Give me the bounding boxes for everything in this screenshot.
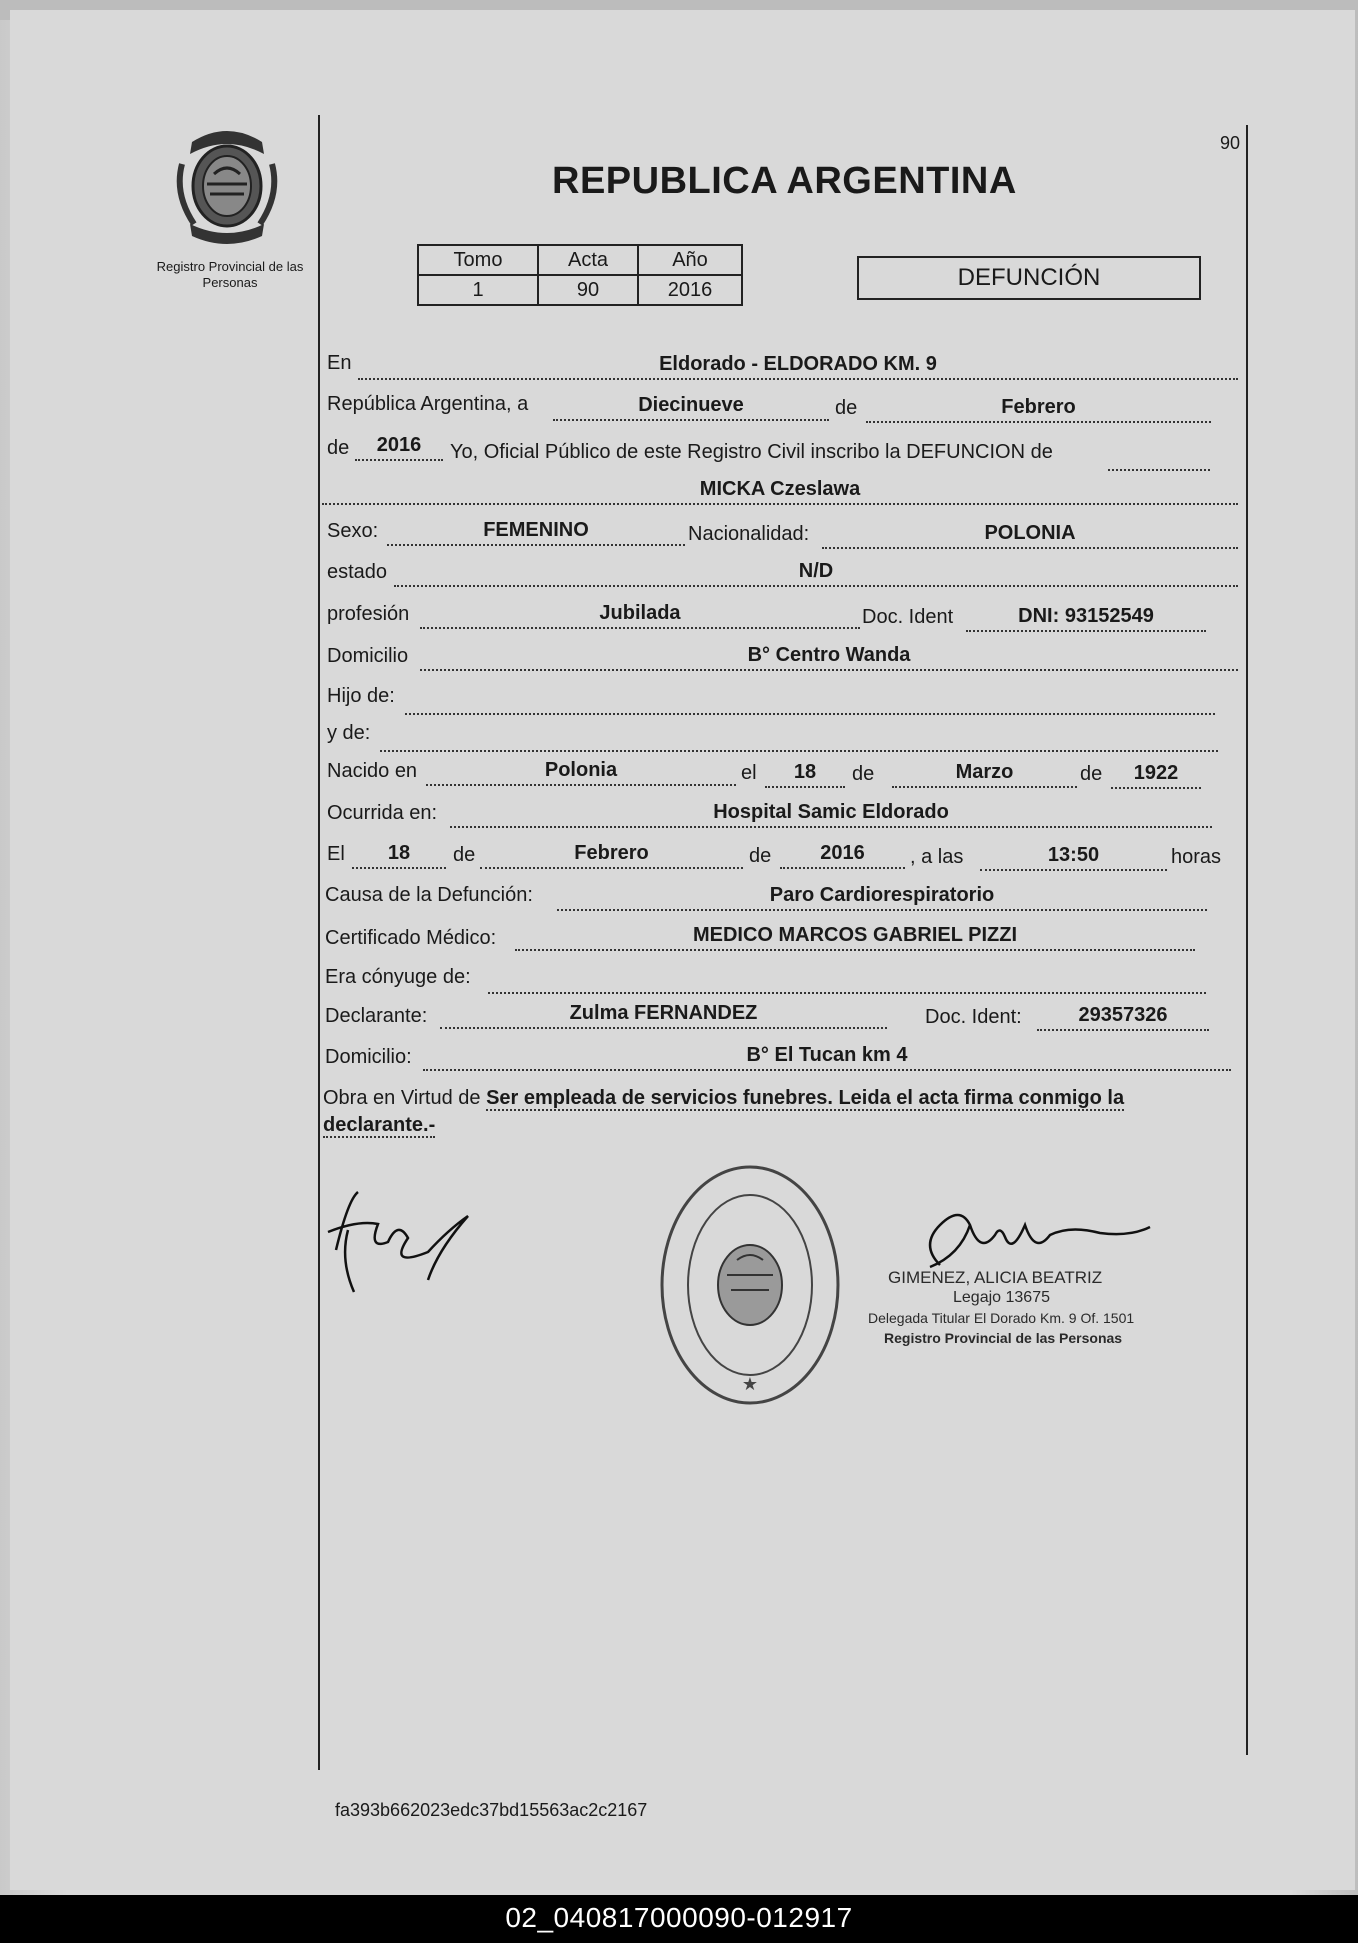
declaration-text: Yo, Oficial Público de este Registro Civil inscribo la DEFUNCION de xyxy=(450,441,1053,463)
col-acta: Acta xyxy=(538,245,638,275)
footer-bar xyxy=(0,1895,1358,1943)
death-el-label: El xyxy=(327,843,345,865)
footer-id: 02_040817000090-012917 xyxy=(505,1902,853,1933)
estado-value: N/D xyxy=(394,559,1238,587)
alas-label: , a las xyxy=(910,846,964,868)
official-stamp-icon xyxy=(655,1160,845,1410)
en-label: En xyxy=(327,352,352,374)
profesion-value: Jubilada xyxy=(420,601,860,629)
col-anio: Año xyxy=(638,245,742,275)
estado-label: estado xyxy=(327,561,388,583)
yde-label: y de: xyxy=(327,722,371,744)
place-value: Eldorado - ELDORADO KM. 9 xyxy=(358,352,1238,380)
declarante-dom-value: B° El Tucan km 4 xyxy=(423,1043,1231,1071)
doc-value: DNI: 93152549 xyxy=(966,604,1206,632)
obra-paragraph xyxy=(323,1085,1231,1139)
birth-de2-label: de xyxy=(1080,763,1103,785)
officer-registry: Registro Provincial de las Personas xyxy=(884,1330,1123,1346)
causa-value: Paro Cardiorespiratorio xyxy=(557,883,1207,911)
month-value: Febrero xyxy=(866,395,1211,423)
officer-name: GIMENEZ, ALICIA BEATRIZ xyxy=(888,1268,1103,1287)
sexo-label: Sexo: xyxy=(327,520,379,542)
deceased-name-value: MICKA Czeslawa xyxy=(322,477,1238,505)
obra-label: Obra en Virtud de xyxy=(323,1087,481,1109)
page-number: 90 xyxy=(1220,133,1241,153)
year-value: 2016 xyxy=(355,433,443,461)
el-label: el xyxy=(741,762,757,784)
birth-year-value: 1922 xyxy=(1111,761,1201,789)
certificado-label: Certificado Médico: xyxy=(325,927,497,949)
officer-stamp-text xyxy=(868,1268,1134,1348)
certificado-value: MEDICO MARCOS GABRIEL PIZZI xyxy=(515,923,1195,951)
declarant-signature xyxy=(318,1180,498,1300)
de-label: de xyxy=(835,397,858,419)
birth-de1-label: de xyxy=(852,763,875,785)
nacido-label: Nacido en xyxy=(327,760,418,782)
officer-legajo: Legajo 13675 xyxy=(953,1289,1050,1306)
conyuge-value xyxy=(488,966,1206,994)
declaration-continuation xyxy=(1108,445,1210,471)
page-title: REPUBLICA ARGENTINA xyxy=(552,160,1017,202)
death-month-value: Febrero xyxy=(480,841,743,869)
officer-position: Delegada Titular El Dorado Km. 9 Of. 1501 xyxy=(868,1310,1135,1326)
domicilio-value: B° Centro Wanda xyxy=(420,643,1238,671)
hijo-value xyxy=(405,687,1215,715)
conyuge-label: Era cónyuge de: xyxy=(325,966,471,988)
registry-label: Registro Provincial de las Personas xyxy=(156,259,304,290)
nacionalidad-label: Nacionalidad: xyxy=(688,523,810,545)
obra-value: Ser empleada de servicios funebres. Leida el acta firma conmigo la declarante.- xyxy=(323,1087,1125,1136)
birth-day-value: 18 xyxy=(765,760,845,788)
left-margin-line xyxy=(318,115,320,1770)
death-day-value: 18 xyxy=(352,841,446,869)
declarante-dom-label: Domicilio: xyxy=(325,1046,412,1068)
record-type-box: DEFUNCIÓN xyxy=(857,256,1201,300)
causa-label: Causa de la Defunción: xyxy=(325,884,533,906)
document-hash: fa393b662023edc37bd15563ac2c2167 xyxy=(335,1800,648,1820)
nacido-value: Polonia xyxy=(426,758,736,786)
day-words-value: Diecinueve xyxy=(553,393,829,421)
death-time-value: 13:50 xyxy=(980,843,1167,871)
declarante-value: Zulma FERNANDEZ xyxy=(440,1001,887,1029)
doc-label: Doc. Ident xyxy=(862,606,954,628)
nacionalidad-value: POLONIA xyxy=(822,521,1238,549)
domicilio-label: Domicilio xyxy=(327,645,409,667)
death-de2-label: de xyxy=(749,845,772,867)
death-year-value: 2016 xyxy=(780,841,905,869)
sexo-value: FEMENINO xyxy=(387,518,685,546)
record-table-row xyxy=(418,275,742,305)
ocurrida-value: Hospital Samic Eldorado xyxy=(450,800,1212,828)
profesion-label: profesión xyxy=(327,603,410,625)
svg-text:★: ★ xyxy=(741,1374,759,1394)
yde-value xyxy=(380,724,1218,752)
declarante-doc-value: 29357326 xyxy=(1037,1003,1209,1031)
right-margin-line xyxy=(1246,125,1248,1755)
hijo-label: Hijo de: xyxy=(327,685,395,707)
province-seal-icon xyxy=(172,124,282,246)
ocurrida-label: Ocurrida en: xyxy=(327,802,438,824)
horas-label: horas xyxy=(1171,846,1222,868)
acta-value: 90 xyxy=(538,275,638,305)
tomo-value: 1 xyxy=(418,275,538,305)
record-table xyxy=(417,244,743,306)
record-table-header xyxy=(418,245,742,275)
birth-month-value: Marzo xyxy=(892,760,1077,788)
declarante-label: Declarante: xyxy=(325,1005,428,1027)
republica-label: República Argentina, a xyxy=(327,393,529,415)
year-prefix-label: de xyxy=(327,437,350,459)
anio-value: 2016 xyxy=(638,275,742,305)
declarante-doc-label: Doc. Ident: xyxy=(925,1006,1022,1028)
col-tomo: Tomo xyxy=(418,245,538,275)
death-de1-label: de xyxy=(453,844,476,866)
